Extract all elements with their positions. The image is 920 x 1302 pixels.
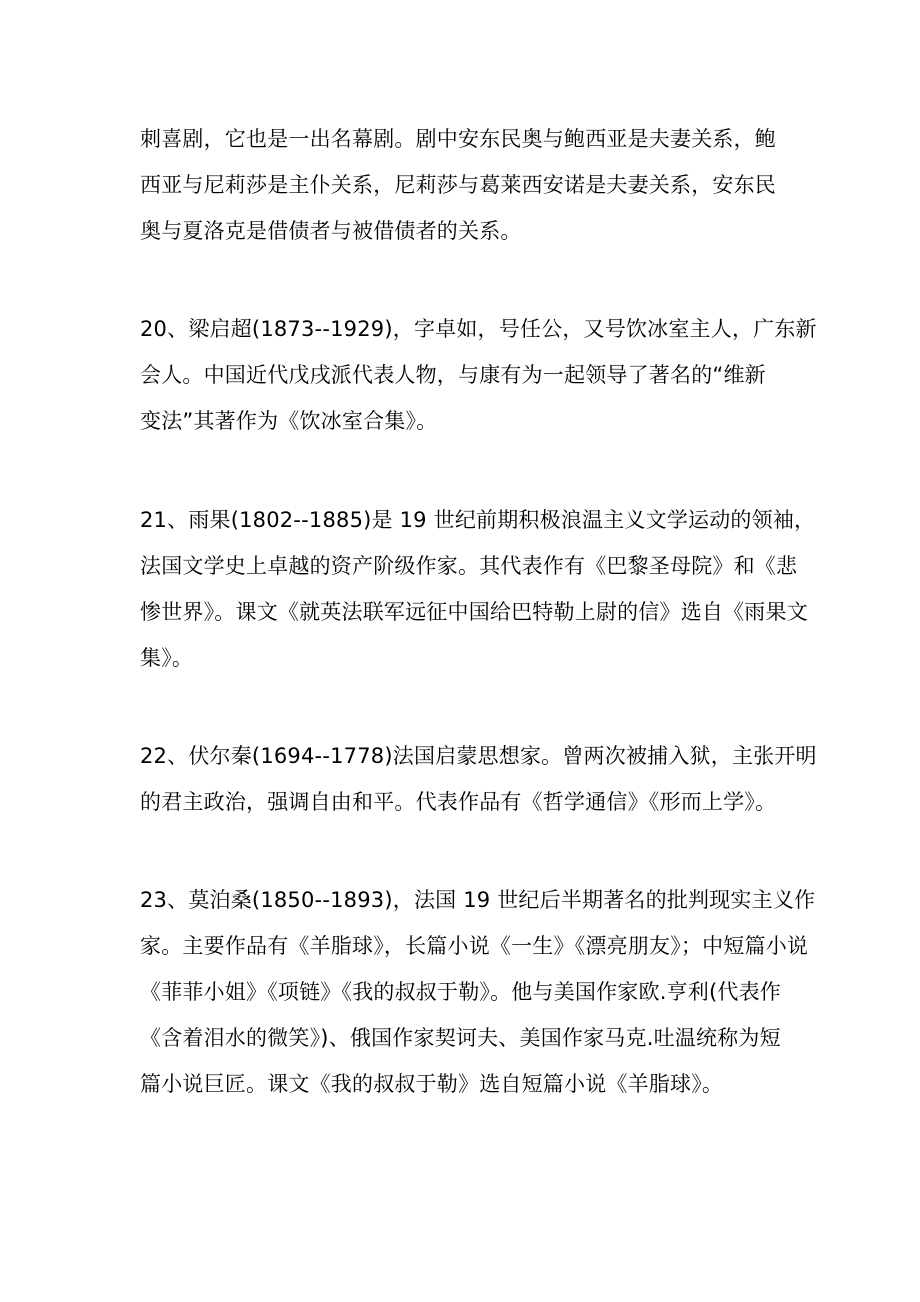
text-line: 西亚与尼莉莎是主仆关系，尼莉莎与葛莱西安诺是夫妻关系，安东民 <box>140 173 776 197</box>
text-line: 家。主要作品有《羊脂球》，长篇小说《一生》《漂亮朋友》；中短篇小说 <box>140 934 809 958</box>
text-line: 21、雨果(1802--1885)是 19 世纪前期积极浪温主义文学运动的领袖， <box>140 508 816 532</box>
text-line: 会人。中国近代戊戌派代表人物，与康有为一起领导了著名的“维新 <box>140 363 766 387</box>
text-line: 变法”其著作为《饮冰室合集》。 <box>140 409 438 433</box>
text-line: 20、梁启超(1873--1929)，字卓如，号任公，又号饮冰室主人，广东新 <box>140 317 817 341</box>
paragraph-22-voltaire <box>140 733 817 825</box>
text-line: 集》。 <box>140 646 194 670</box>
text-line: 法国文学史上卓越的资产阶级作家。其代表作有《巴黎圣母院》和《悲 <box>140 554 798 578</box>
text-line: 篇小说巨匠。课文《我的叔叔于勒》选自短篇小说《羊脂球》。 <box>140 1072 724 1096</box>
text-line: 《含着泪水的微笑》)、俄国作家契诃夫、美国作家马克.吐温统称为短 <box>140 1026 781 1050</box>
paragraph-21-victor-hugo <box>140 497 816 681</box>
text-line: 刺喜剧，它也是一出名幕剧。剧中安东民奥与鲍西亚是夫妻关系，鲍 <box>140 127 776 151</box>
text-line: 23、莫泊桑(1850--1893)，法国 19 世纪后半期著名的批判现实主义作 <box>140 888 816 912</box>
paragraph-merchant-of-venice <box>140 116 800 254</box>
text-line: 《菲菲小姐》《项链》《我的叔叔于勒》。他与美国作家欧.亨利(代表作 <box>140 980 781 1004</box>
text-line: 惨世界》。课文《就英法联军远征中国给巴特勒上尉的信》选自《雨果文 <box>140 600 808 624</box>
paragraph-23-maupassant <box>140 877 816 1107</box>
text-line: 的君主政治，强调自由和平。代表作品有《哲学通信》《形而上学》。 <box>140 790 777 814</box>
paragraph-20-liang-qichao <box>140 306 817 444</box>
text-line: 奥与夏洛克是借债者与被借债者的关系。 <box>140 219 522 243</box>
text-line: 22、伏尔秦(1694--1778)法国启蒙思想家。曾两次被捕入狱，主张开明 <box>140 744 817 768</box>
